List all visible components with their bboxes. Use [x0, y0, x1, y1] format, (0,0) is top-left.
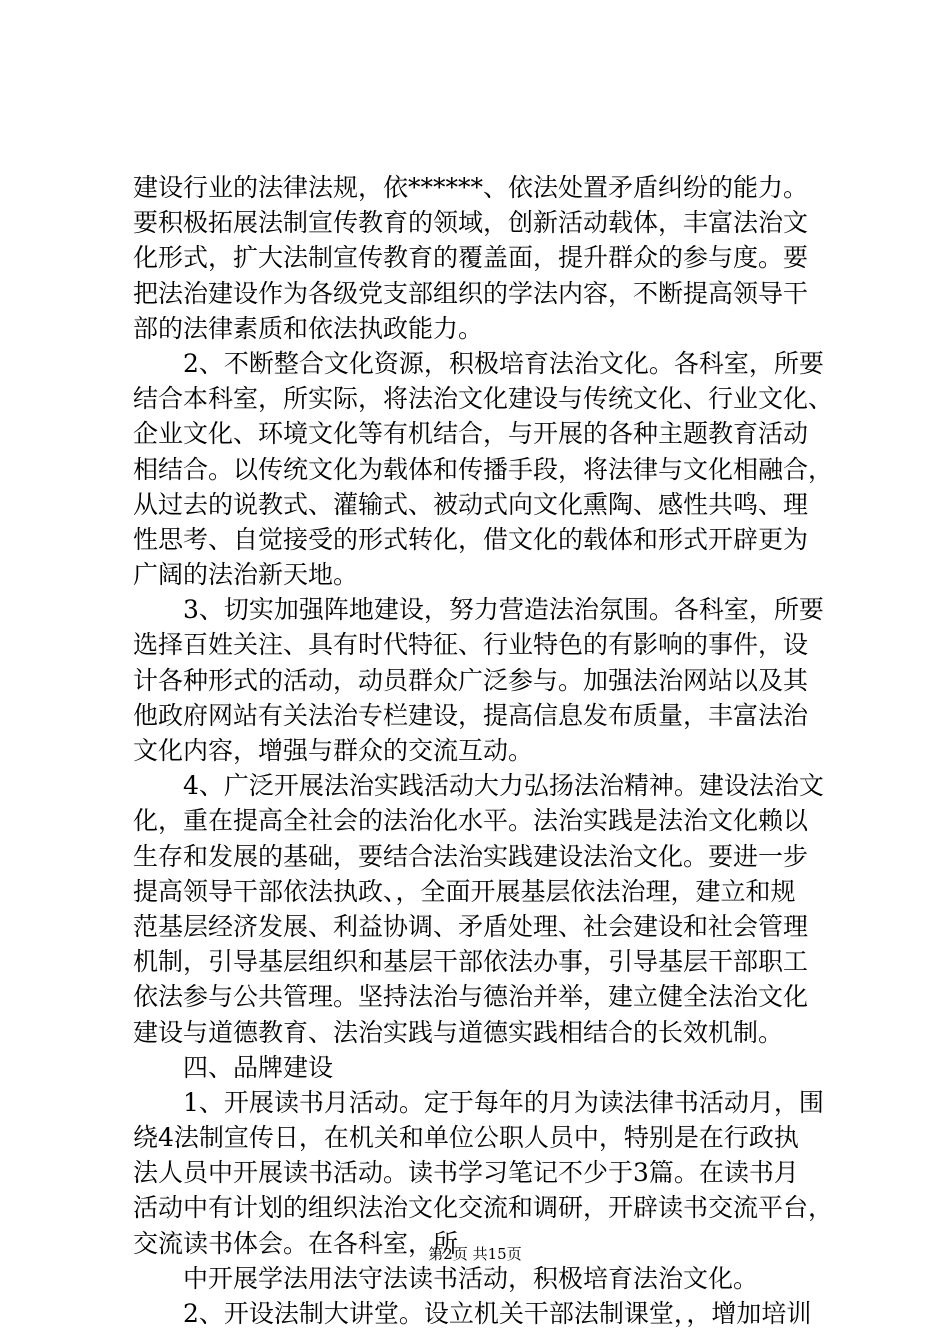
text-line: 化形式，扩大法制宣传教育的覆盖面，提升群众的参与度。要 [133, 243, 809, 273]
text-line: 结合本科室，所实际，将法治文化建设与传统文化、行业文化、 [133, 384, 833, 414]
text-line: 建设行业的法律法规，依******、依法处置矛盾纠纷的能力。 [133, 173, 809, 202]
text-line: 交流读书体会。在各科室，所 [133, 1228, 459, 1258]
text-line: 中开展学法用法守法读书活动，积极培育法治文化。 [133, 1263, 759, 1293]
text-line: 机制，引导基层组织和基层干部依法办事，引导基层干部职工 [133, 947, 809, 977]
text-line: 文化内容，增强与群众的交流互动。 [133, 736, 534, 765]
text-line: 法人员中开展读书活动。读书学习笔记不少于3篇。在读书月 [133, 1158, 799, 1188]
text-line: 1、开展读书月活动。定于每年的月为读法律书活动月，围 [133, 1087, 824, 1117]
text-line: 要积极拓展法制宣传教育的领域，创新活动载体，丰富法治文 [133, 208, 809, 238]
text-line: 2、开设法制大讲堂。设立机关干部法制课堂，，增加培训 [133, 1299, 812, 1328]
text-line: 范基层经济发展、利益协调、矛盾处理、社会建设和社会管理 [133, 911, 809, 941]
text-line: 选择百姓关注、具有时代特征、行业特色的有影响的事件，设 [133, 630, 809, 660]
text-line: 建设与道德教育、法治实践与道德实践相结合的长效机制。 [133, 1017, 784, 1047]
text-line: 把法治建设作为各级党支部组织的学法内容，不断提高领导干 [133, 278, 809, 308]
text-line: 他政府网站有关法治专栏建设，提高信息发布质量，丰富法治 [133, 700, 809, 730]
text-line: 活动中有计划的组织法治文化交流和调研，开辟读书交流平台， [133, 1193, 833, 1223]
document-body [133, 170, 833, 1331]
text-line: 企业文化、环境文化等有机结合，与开展的各种主题教育活动 [133, 419, 809, 449]
text-line: 2、不断整合文化资源，积极培育法治文化。各科室，所要 [133, 348, 824, 378]
text-line: 四、品牌建设 [133, 1052, 334, 1082]
page-number-footer: 第2页 共15页 [428, 1245, 522, 1263]
text-line: 广阔的法治新天地。 [133, 560, 359, 590]
text-line: 部的法律素质和依法执政能力。 [133, 313, 484, 343]
text-line: 绕4法制宣传日，在机关和单位公职人员中，特别是在行政执 [133, 1123, 799, 1153]
text-line: 化，重在提高全社会的法治化水平。法治实践是法治文化赖以 [133, 806, 809, 836]
text-line: 生存和发展的基础，要结合法治实践建设法治文化。要进一步 [133, 841, 809, 871]
text-line: 4、广泛开展法治实践活动大力弘扬法治精神。建设法治文 [133, 771, 824, 801]
text-line: 从过去的说教式、灌输式、被动式向文化熏陶、感性共鸣、理 [133, 489, 809, 519]
text-line: 计各种形式的活动，动员群众广泛参与。加强法治网站以及其 [133, 665, 809, 695]
text-line: 提高领导干部依法执政、，全面开展基层依法治理，建立和规 [133, 876, 796, 906]
text-line: 相结合。以传统文化为载体和传播手段，将法律与文化相融合， [133, 454, 833, 484]
text-line: 性思考、自觉接受的形式转化，借文化的载体和形式开辟更为 [133, 524, 809, 554]
text-line: 3、切实加强阵地建设，努力营造法治氛围。各科室，所要 [133, 595, 824, 625]
text-line: 依法参与公共管理。坚持法治与德治并举，建立健全法治文化 [133, 982, 809, 1012]
